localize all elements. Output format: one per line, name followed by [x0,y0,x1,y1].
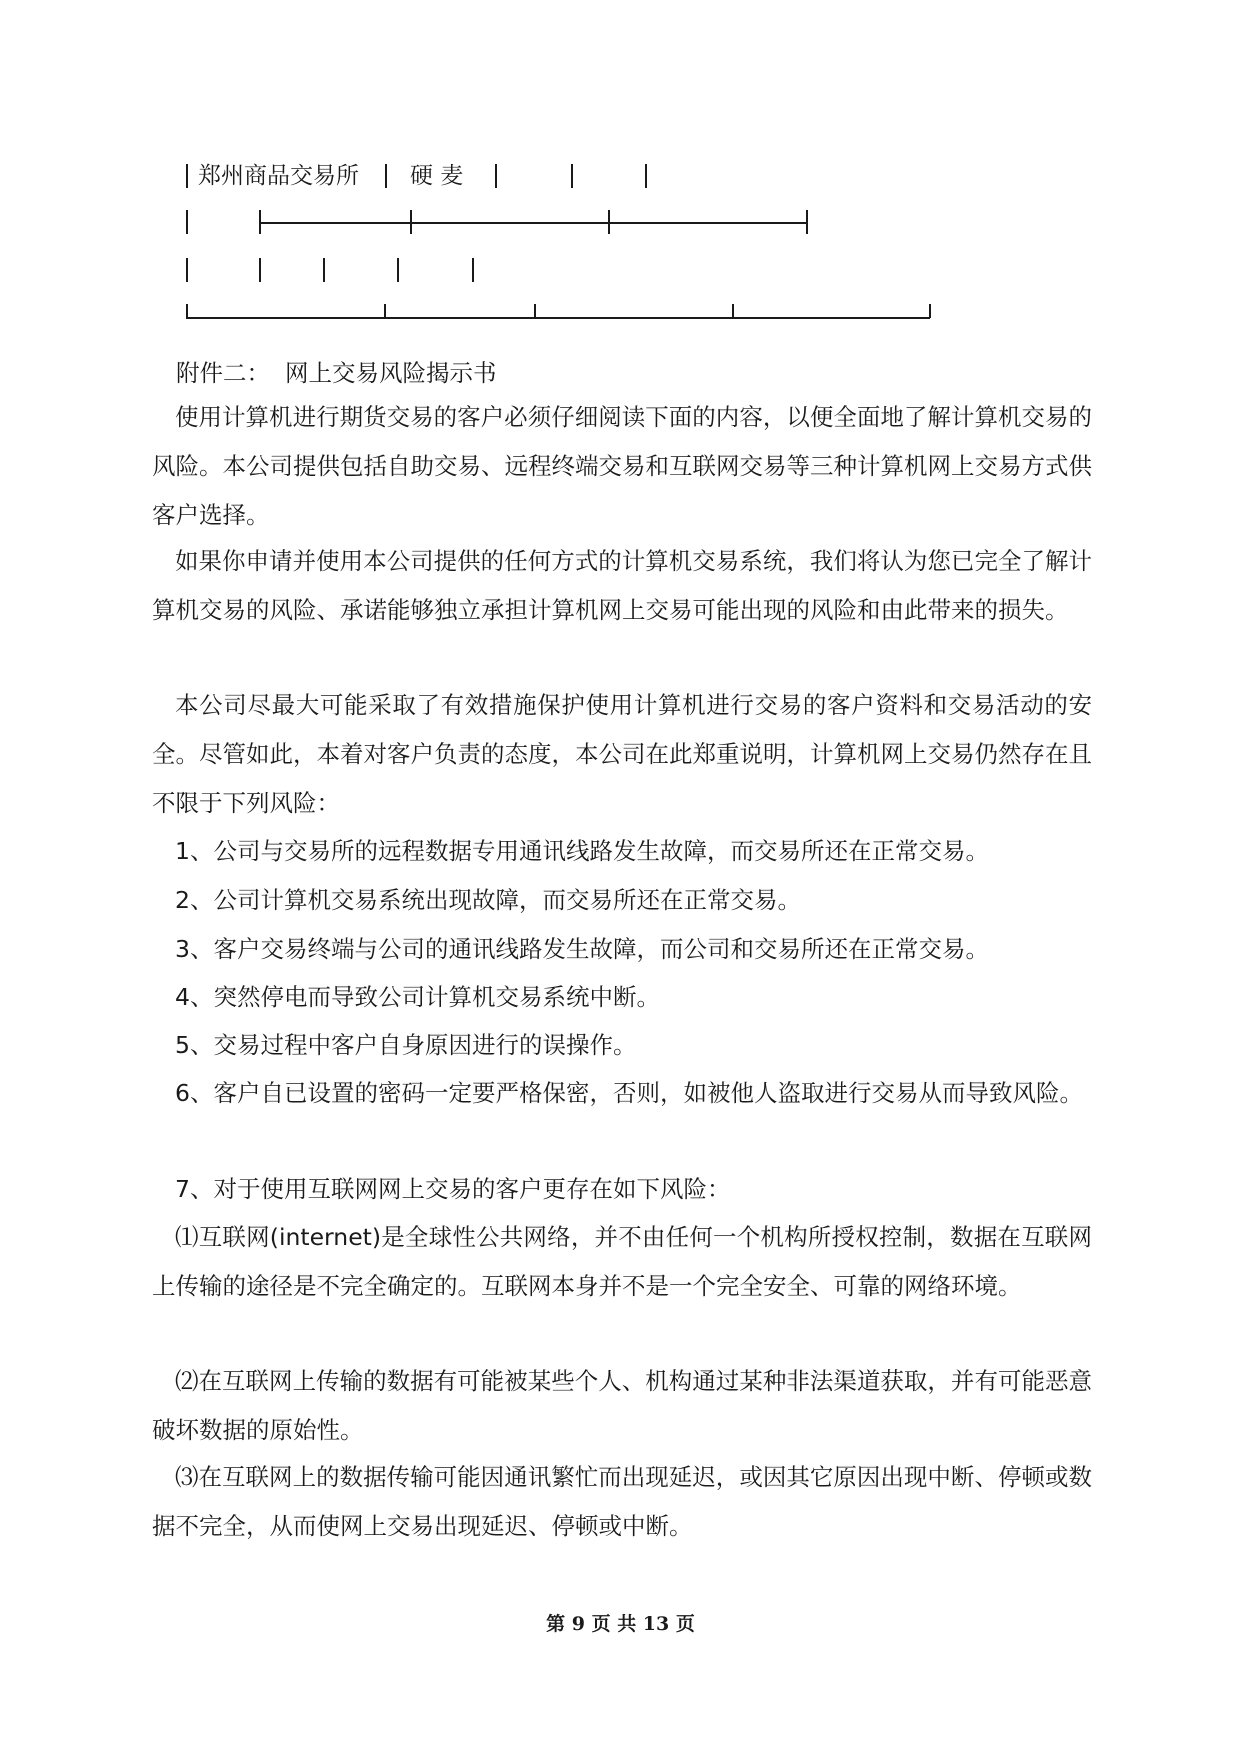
table-rule [472,258,474,282]
list-item: 5、交易过程中客户自身原因进行的误操作。 [175,1031,637,1059]
paragraph-consent: 如果你申请并使用本公司提供的任何方式的计算机交易系统，我们将认为您已完全了解计算机交易的风险、承诺能够独立承担计算机网上交易可能出现的风险和由此带来的损失。 [152,547,1092,624]
table-rule [186,258,188,282]
table-rule [385,164,387,188]
table-rule [260,222,808,224]
table-rule [534,304,536,318]
list-item: 2、公司计算机交易系统出现故障，而交易所还在正常交易。 [175,886,801,914]
list-item: 1、公司与交易所的远程数据专用通讯线路发生故障，而交易所还在正常交易。 [175,837,989,865]
table-rule [929,304,931,318]
table-rule [732,304,734,318]
list-item: ⑴互联网(internet)是全球性公共网络，并不由任何一个机构所授权控制，数据在互联网上传输的途径是不完全确定的。互联网本身并不是一个完全安全、可靠的网络环境。 [152,1223,1092,1300]
exchange-name-cell: 郑州商品交易所 [198,163,359,189]
page-number-footer: 第 9 页 共 13 页 [546,1613,695,1635]
table-rule [410,210,412,234]
table-rule [806,210,808,234]
list-item: 7、对于使用互联网网上交易的客户更存在如下风险： [175,1175,731,1203]
table-rule [645,164,647,188]
table-rule [186,304,188,318]
table-rule [384,304,386,318]
table-rule [571,164,573,188]
list-item: 6、客户自已设置的密码一定要严格保密，否则，如被他人盗取进行交易从而导致风险。 [175,1079,1083,1107]
table-rule [186,317,930,319]
table-rule [608,210,610,234]
list-item: 3、客户交易终端与公司的通讯线路发生故障，而公司和交易所还在正常交易。 [175,935,989,963]
table-rule [495,164,497,188]
table-rule [397,258,399,282]
paragraph-intro: 使用计算机进行期货交易的客户必须仔细阅读下面的内容，以便全面地了解计算机交易的风险。本公司提供包括自助交易、远程终端交易和互联网交易等三种计算机网上交易方式供客户选择。 [152,403,1092,529]
table-rule [323,258,325,282]
paragraph-risk-statement: 本公司尽最大可能采取了有效措施保护使用计算机进行交易的客户资料和交易活动的安全。尽管如此，本着对客户负责的态度，本公司在此郑重说明，计算机网上交易仍然存在且不限于下列风险： [152,691,1092,817]
list-item: ⑵在互联网上传输的数据有可能被某些个人、机构通过某种非法渠道获取，并有可能恶意破坏数据的原始性。 [152,1367,1092,1444]
table-rule [186,210,188,234]
table-rule [259,258,261,282]
list-item: 4、突然停电而导致公司计算机交易系统中断。 [175,983,660,1011]
product-name-cell: 硬 麦 [410,163,464,189]
list-item: ⑶在互联网上的数据传输可能因通讯繁忙而出现延迟，或因其它原因出现中断、停顿或数据不完全，从而使网上交易出现延迟、停顿或中断。 [152,1463,1092,1540]
table-rule [186,164,188,188]
attachment-heading: 附件二： 网上交易风险揭示书 [176,359,497,387]
